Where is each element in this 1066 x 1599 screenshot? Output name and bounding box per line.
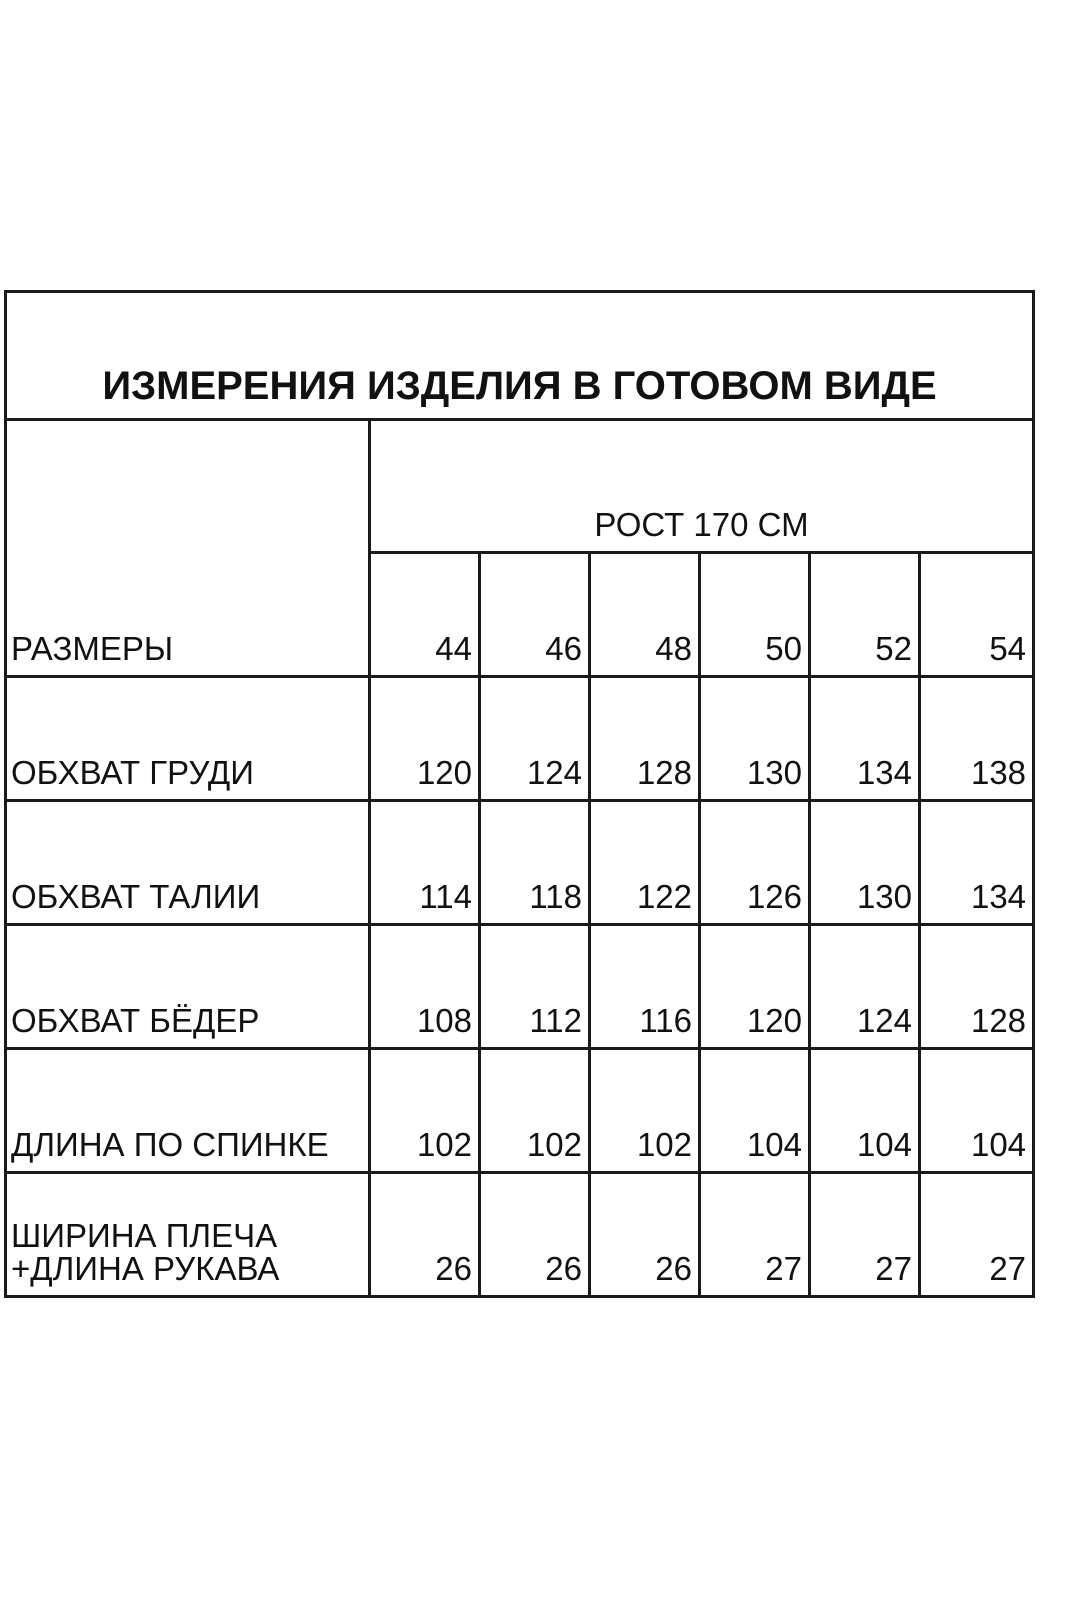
value-cell: 27 xyxy=(920,1173,1034,1297)
value-cell: 116 xyxy=(590,925,700,1049)
value-cell: 134 xyxy=(810,677,920,801)
value-cell: 128 xyxy=(920,925,1034,1049)
value-cell: 130 xyxy=(810,801,920,925)
value-cell: 120 xyxy=(700,925,810,1049)
value-cell: 124 xyxy=(480,677,590,801)
value-cell: 104 xyxy=(700,1049,810,1173)
value-cell: 130 xyxy=(700,677,810,801)
value-cell: 26 xyxy=(480,1173,590,1297)
value-cell: 27 xyxy=(700,1173,810,1297)
value-cell: 102 xyxy=(370,1049,480,1173)
value-cell: 118 xyxy=(480,801,590,925)
size-cell: 46 xyxy=(480,553,590,677)
value-cell: 27 xyxy=(810,1173,920,1297)
table-title: ИЗМЕРЕНИЯ ИЗДЕЛИЯ В ГОТОВОМ ВИДЕ xyxy=(6,292,1034,420)
size-cell: 54 xyxy=(920,553,1034,677)
size-cell: 48 xyxy=(590,553,700,677)
height-label: РОСТ 170 СМ xyxy=(370,420,1034,553)
size-cell: 50 xyxy=(700,553,810,677)
table-row xyxy=(6,1173,1034,1297)
row-label: ШИРИНА ПЛЕЧА +ДЛИНА РУКАВА xyxy=(6,1173,370,1297)
value-cell: 104 xyxy=(810,1049,920,1173)
height-row xyxy=(6,420,1034,553)
value-cell: 120 xyxy=(370,677,480,801)
value-cell: 26 xyxy=(590,1173,700,1297)
value-cell: 138 xyxy=(920,677,1034,801)
title-row xyxy=(6,292,1034,420)
table-row xyxy=(6,1049,1034,1173)
value-cell: 26 xyxy=(370,1173,480,1297)
value-cell: 108 xyxy=(370,925,480,1049)
value-cell: 102 xyxy=(480,1049,590,1173)
table-row xyxy=(6,677,1034,801)
row-label: ОБХВАТ ГРУДИ xyxy=(6,677,370,801)
value-cell: 126 xyxy=(700,801,810,925)
value-cell: 112 xyxy=(480,925,590,1049)
table-row xyxy=(6,801,1034,925)
row-label: ОБХВАТ ТАЛИИ xyxy=(6,801,370,925)
size-cell: 44 xyxy=(370,553,480,677)
row-label: ДЛИНА ПО СПИНКЕ xyxy=(6,1049,370,1173)
table-row xyxy=(6,925,1034,1049)
value-cell: 128 xyxy=(590,677,700,801)
value-cell: 102 xyxy=(590,1049,700,1173)
measurements-table xyxy=(4,290,1035,1298)
value-cell: 104 xyxy=(920,1049,1034,1173)
value-cell: 114 xyxy=(370,801,480,925)
sizes-label: РАЗМЕРЫ xyxy=(6,420,370,677)
size-cell: 52 xyxy=(810,553,920,677)
value-cell: 124 xyxy=(810,925,920,1049)
value-cell: 122 xyxy=(590,801,700,925)
value-cell: 134 xyxy=(920,801,1034,925)
row-label: ОБХВАТ БЁДЕР xyxy=(6,925,370,1049)
